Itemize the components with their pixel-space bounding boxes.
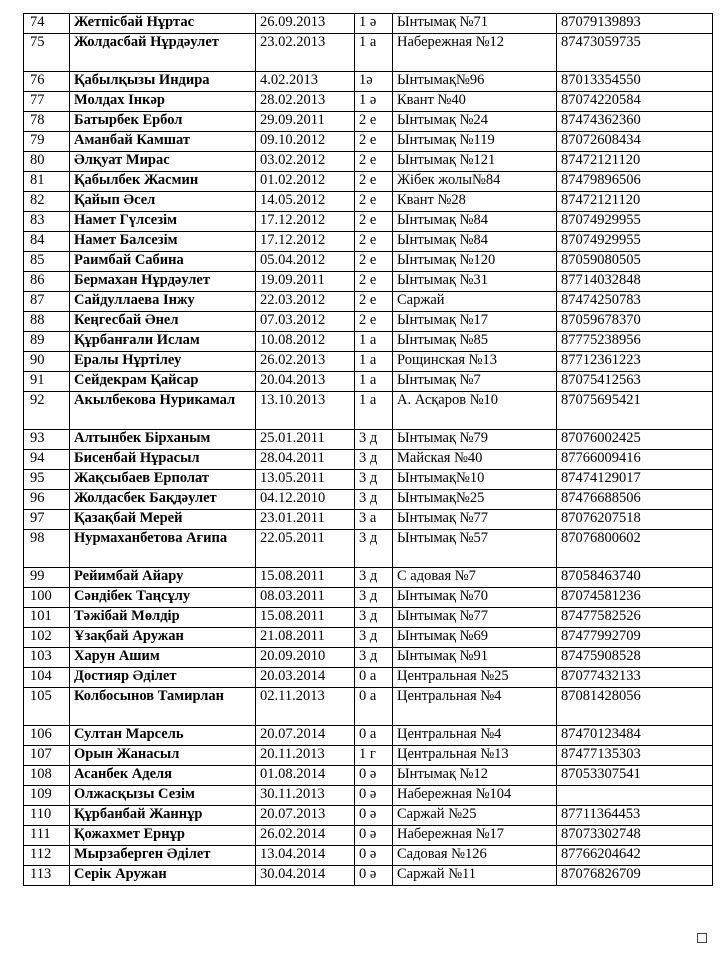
phone-cell: 87074929955 (557, 232, 713, 252)
student-name-cell: Жолдасбек Бақдәулет (70, 490, 256, 510)
row-number-cell: 95 (24, 470, 70, 490)
class-cell: 2 е (355, 252, 393, 272)
row-number-cell: 107 (24, 746, 70, 766)
address-cell: Ынтымақ №77 (393, 510, 557, 530)
table-row (24, 332, 713, 352)
phone-cell: 87072608434 (557, 132, 713, 152)
student-name-cell: Ералы Нұртілеу (70, 352, 256, 372)
phone-cell: 87076002425 (557, 430, 713, 450)
class-cell: 2 е (355, 312, 393, 332)
student-name-cell: Бисенбай Нұрасыл (70, 450, 256, 470)
address-cell: С адовая №7 (393, 568, 557, 588)
birth-date-cell: 20.07.2014 (256, 726, 355, 746)
birth-date-cell: 07.03.2012 (256, 312, 355, 332)
class-cell: 0 а (355, 688, 393, 726)
row-number-cell: 98 (24, 530, 70, 568)
birth-date-cell: 25.01.2011 (256, 430, 355, 450)
phone-cell: 87059080505 (557, 252, 713, 272)
birth-date-cell: 22.05.2011 (256, 530, 355, 568)
student-table (23, 13, 713, 886)
address-cell: Саржай №25 (393, 806, 557, 826)
row-number-cell: 90 (24, 352, 70, 372)
student-name-cell: Сайдуллаева Інжу (70, 292, 256, 312)
row-number-cell: 76 (24, 72, 70, 92)
student-name-cell: Нурмаханбетова Ағипа (70, 530, 256, 568)
address-cell: Центральная №4 (393, 688, 557, 726)
address-cell: Жібек жолы№84 (393, 172, 557, 192)
student-name-cell: Намет Гүлсезім (70, 212, 256, 232)
row-number-cell: 109 (24, 786, 70, 806)
birth-date-cell: 20.03.2014 (256, 668, 355, 688)
address-cell: Ынтымақ №77 (393, 608, 557, 628)
table-row (24, 34, 713, 72)
birth-date-cell: 14.05.2012 (256, 192, 355, 212)
class-cell: 0 а (355, 726, 393, 746)
student-name-cell: Қайып Әсел (70, 192, 256, 212)
class-cell: 1 а (355, 352, 393, 372)
birth-date-cell: 19.09.2011 (256, 272, 355, 292)
row-number-cell: 81 (24, 172, 70, 192)
table-row (24, 806, 713, 826)
table-resize-handle[interactable] (697, 933, 707, 943)
student-name-cell: Сәндібек Таңсұлу (70, 588, 256, 608)
birth-date-cell: 10.08.2012 (256, 332, 355, 352)
student-name-cell: Жолдасбай Нұрдәулет (70, 34, 256, 72)
phone-cell: 87076800602 (557, 530, 713, 568)
table-row (24, 72, 713, 92)
table-row (24, 568, 713, 588)
address-cell: Ынтымақ №69 (393, 628, 557, 648)
row-number-cell: 103 (24, 648, 70, 668)
phone-cell: 87477582526 (557, 608, 713, 628)
table-row (24, 292, 713, 312)
row-number-cell: 80 (24, 152, 70, 172)
table-row (24, 648, 713, 668)
table-row (24, 450, 713, 470)
class-cell: 2 е (355, 112, 393, 132)
phone-cell: 87074220584 (557, 92, 713, 112)
table-row (24, 272, 713, 292)
birth-date-cell: 09.10.2012 (256, 132, 355, 152)
row-number-cell: 82 (24, 192, 70, 212)
address-cell: Ынтымақ №79 (393, 430, 557, 450)
phone-cell: 87076207518 (557, 510, 713, 530)
birth-date-cell: 03.02.2012 (256, 152, 355, 172)
birth-date-cell: 30.11.2013 (256, 786, 355, 806)
row-number-cell: 104 (24, 668, 70, 688)
birth-date-cell: 29.09.2011 (256, 112, 355, 132)
class-cell: 0 ә (355, 866, 393, 886)
class-cell: 2 е (355, 152, 393, 172)
student-name-cell: Орын Жанасыл (70, 746, 256, 766)
birth-date-cell: 26.02.2014 (256, 826, 355, 846)
address-cell: Ынтымақ №57 (393, 530, 557, 568)
address-cell: Ынтымақ№25 (393, 490, 557, 510)
phone-cell: 87714032848 (557, 272, 713, 292)
address-cell: Квант №40 (393, 92, 557, 112)
table-row (24, 132, 713, 152)
student-name-cell: Султан Марсель (70, 726, 256, 746)
row-number-cell: 110 (24, 806, 70, 826)
table-row (24, 608, 713, 628)
birth-date-cell: 08.03.2011 (256, 588, 355, 608)
student-name-cell: Қабылбек Жасмин (70, 172, 256, 192)
phone-cell: 87073302748 (557, 826, 713, 846)
table-row (24, 766, 713, 786)
row-number-cell: 91 (24, 372, 70, 392)
phone-cell: 87477992709 (557, 628, 713, 648)
phone-cell: 87058463740 (557, 568, 713, 588)
address-cell: Ынтымақ №31 (393, 272, 557, 292)
address-cell: Центральная №13 (393, 746, 557, 766)
birth-date-cell: 01.08.2014 (256, 766, 355, 786)
birth-date-cell: 26.02.2013 (256, 352, 355, 372)
row-number-cell: 75 (24, 34, 70, 72)
table-row (24, 726, 713, 746)
class-cell: 0 ә (355, 846, 393, 866)
student-name-cell: Батырбек Ербол (70, 112, 256, 132)
class-cell: 2 е (355, 292, 393, 312)
class-cell: 1 а (355, 392, 393, 430)
address-cell: Ынтымақ №91 (393, 648, 557, 668)
table-row (24, 490, 713, 510)
row-number-cell: 100 (24, 588, 70, 608)
class-cell: 1 г (355, 746, 393, 766)
student-name-cell: Құрбанғали Ислам (70, 332, 256, 352)
table-row (24, 746, 713, 766)
row-number-cell: 111 (24, 826, 70, 846)
class-cell: 3 д (355, 648, 393, 668)
class-cell: 3 д (355, 530, 393, 568)
row-number-cell: 108 (24, 766, 70, 786)
row-number-cell: 79 (24, 132, 70, 152)
student-name-cell: Бермахан Нұрдәулет (70, 272, 256, 292)
student-name-cell: Аманбай Камшат (70, 132, 256, 152)
student-name-cell: Мырзаберген Әділет (70, 846, 256, 866)
table-row (24, 312, 713, 332)
student-name-cell: Жетпісбай Нұртас (70, 14, 256, 34)
address-cell: Ынтымақ №71 (393, 14, 557, 34)
birth-date-cell: 20.09.2010 (256, 648, 355, 668)
row-number-cell: 89 (24, 332, 70, 352)
class-cell: 1 а (355, 332, 393, 352)
class-cell: 3 д (355, 628, 393, 648)
row-number-cell: 113 (24, 866, 70, 886)
student-name-cell: Серік Аружан (70, 866, 256, 886)
address-cell: Квант №28 (393, 192, 557, 212)
birth-date-cell: 20.11.2013 (256, 746, 355, 766)
class-cell: 1 а (355, 34, 393, 72)
class-cell: 0 ә (355, 826, 393, 846)
student-name-cell: Тәжібай Мөлдір (70, 608, 256, 628)
row-number-cell: 74 (24, 14, 70, 34)
birth-date-cell: 13.04.2014 (256, 846, 355, 866)
student-name-cell: Жақсыбаев Ерполат (70, 470, 256, 490)
table-body (24, 14, 713, 886)
phone-cell: 87712361223 (557, 352, 713, 372)
address-cell: Ынтымақ №24 (393, 112, 557, 132)
phone-cell: 87473059735 (557, 34, 713, 72)
student-name-cell: Акылбекова Нурикамал (70, 392, 256, 430)
student-name-cell: Харун Ашим (70, 648, 256, 668)
address-cell: Ынтымақ №70 (393, 588, 557, 608)
birth-date-cell: 13.05.2011 (256, 470, 355, 490)
row-number-cell: 97 (24, 510, 70, 530)
class-cell: 2 е (355, 132, 393, 152)
row-number-cell: 77 (24, 92, 70, 112)
table-row (24, 232, 713, 252)
phone-cell: 87711364453 (557, 806, 713, 826)
student-name-cell: Қожахмет Ернұр (70, 826, 256, 846)
class-cell: 2 е (355, 172, 393, 192)
class-cell: 1ә (355, 72, 393, 92)
phone-cell: 87077432133 (557, 668, 713, 688)
table-row (24, 510, 713, 530)
row-number-cell: 86 (24, 272, 70, 292)
student-name-cell: Қазақбай Мерей (70, 510, 256, 530)
student-name-cell: Қабылқызы Индира (70, 72, 256, 92)
student-name-cell: Асанбек Аделя (70, 766, 256, 786)
table-row (24, 588, 713, 608)
phone-cell: 87474250783 (557, 292, 713, 312)
address-cell: Центральная №25 (393, 668, 557, 688)
birth-date-cell: 17.12.2012 (256, 232, 355, 252)
phone-cell: 87081428056 (557, 688, 713, 726)
phone-cell: 87472121120 (557, 152, 713, 172)
address-cell: Ынтымақ №121 (393, 152, 557, 172)
row-number-cell: 84 (24, 232, 70, 252)
row-number-cell: 105 (24, 688, 70, 726)
birth-date-cell: 23.02.2013 (256, 34, 355, 72)
student-name-cell: Әлқуат Мирас (70, 152, 256, 172)
phone-cell: 87766009416 (557, 450, 713, 470)
row-number-cell: 112 (24, 846, 70, 866)
student-name-cell: Кеңгесбай Әнел (70, 312, 256, 332)
birth-date-cell: 28.02.2013 (256, 92, 355, 112)
table-row (24, 392, 713, 430)
student-name-cell: Раимбай Сабина (70, 252, 256, 272)
phone-cell: 87053307541 (557, 766, 713, 786)
table-row (24, 470, 713, 490)
student-name-cell: Ұзақбай Аружан (70, 628, 256, 648)
class-cell: 1 ә (355, 14, 393, 34)
class-cell: 0 ә (355, 806, 393, 826)
class-cell: 3 д (355, 470, 393, 490)
table-row (24, 628, 713, 648)
table-row (24, 172, 713, 192)
table-row (24, 92, 713, 112)
address-cell: Майская №40 (393, 450, 557, 470)
address-cell: А. Асқаров №10 (393, 392, 557, 430)
student-name-cell: Намет Балсезім (70, 232, 256, 252)
birth-date-cell: 15.08.2011 (256, 568, 355, 588)
student-name-cell: Сейдекрам Қайсар (70, 372, 256, 392)
phone-cell: 87476688506 (557, 490, 713, 510)
row-number-cell: 92 (24, 392, 70, 430)
student-name-cell: Достияр Әділет (70, 668, 256, 688)
address-cell: Ынтымақ №7 (393, 372, 557, 392)
student-name-cell: Рейимбай Айару (70, 568, 256, 588)
student-name-cell: Олжасқызы Сезім (70, 786, 256, 806)
birth-date-cell: 13.10.2013 (256, 392, 355, 430)
row-number-cell: 78 (24, 112, 70, 132)
phone-cell: 87079139893 (557, 14, 713, 34)
address-cell: Ынтымақ №119 (393, 132, 557, 152)
phone-cell: 87075412563 (557, 372, 713, 392)
class-cell: 3 д (355, 608, 393, 628)
birth-date-cell: 22.03.2012 (256, 292, 355, 312)
birth-date-cell: 21.08.2011 (256, 628, 355, 648)
row-number-cell: 87 (24, 292, 70, 312)
phone-cell: 87074929955 (557, 212, 713, 232)
address-cell: Ынтымақ №120 (393, 252, 557, 272)
phone-cell (557, 786, 713, 806)
address-cell: Набережная №12 (393, 34, 557, 72)
address-cell: Набережная №104 (393, 786, 557, 806)
class-cell: 1 ә (355, 92, 393, 112)
address-cell: Саржай №11 (393, 866, 557, 886)
birth-date-cell: 20.07.2013 (256, 806, 355, 826)
row-number-cell: 94 (24, 450, 70, 470)
row-number-cell: 93 (24, 430, 70, 450)
class-cell: 2 е (355, 272, 393, 292)
class-cell: 1 а (355, 372, 393, 392)
phone-cell: 87474362360 (557, 112, 713, 132)
address-cell: Ынтымақ №84 (393, 212, 557, 232)
student-name-cell: Молдах Інкәр (70, 92, 256, 112)
table-row (24, 372, 713, 392)
phone-cell: 87475908528 (557, 648, 713, 668)
birth-date-cell: 15.08.2011 (256, 608, 355, 628)
birth-date-cell: 01.02.2012 (256, 172, 355, 192)
row-number-cell: 102 (24, 628, 70, 648)
phone-cell: 87013354550 (557, 72, 713, 92)
table-row (24, 192, 713, 212)
birth-date-cell: 4.02.2013 (256, 72, 355, 92)
address-cell: Саржай (393, 292, 557, 312)
table-row (24, 530, 713, 568)
row-number-cell: 83 (24, 212, 70, 232)
class-cell: 0 ә (355, 766, 393, 786)
birth-date-cell: 02.11.2013 (256, 688, 355, 726)
table-row (24, 826, 713, 846)
address-cell: Ынтымақ №84 (393, 232, 557, 252)
address-cell: Ынтымақ№96 (393, 72, 557, 92)
phone-cell: 87074581236 (557, 588, 713, 608)
class-cell: 2 е (355, 192, 393, 212)
class-cell: 3 д (355, 430, 393, 450)
phone-cell: 87075695421 (557, 392, 713, 430)
table-row (24, 668, 713, 688)
class-cell: 2 е (355, 212, 393, 232)
birth-date-cell: 17.12.2012 (256, 212, 355, 232)
table-row (24, 212, 713, 232)
address-cell: Ынтымақ №12 (393, 766, 557, 786)
phone-cell: 87766204642 (557, 846, 713, 866)
table-row (24, 846, 713, 866)
row-number-cell: 101 (24, 608, 70, 628)
address-cell: Центральная №4 (393, 726, 557, 746)
row-number-cell: 106 (24, 726, 70, 746)
class-cell: 3 а (355, 510, 393, 530)
class-cell: 0 ә (355, 786, 393, 806)
phone-cell: 87775238956 (557, 332, 713, 352)
address-cell: Ынтымақ №85 (393, 332, 557, 352)
class-cell: 3 д (355, 490, 393, 510)
table-row (24, 688, 713, 726)
address-cell: Рощинская №13 (393, 352, 557, 372)
class-cell: 2 е (355, 232, 393, 252)
phone-cell: 87477135303 (557, 746, 713, 766)
student-name-cell: Алтынбек Бірханым (70, 430, 256, 450)
class-cell: 0 а (355, 668, 393, 688)
birth-date-cell: 26.09.2013 (256, 14, 355, 34)
row-number-cell: 88 (24, 312, 70, 332)
class-cell: 3 д (355, 568, 393, 588)
student-name-cell: Колбосынов Тамирлан (70, 688, 256, 726)
table-row (24, 152, 713, 172)
birth-date-cell: 23.01.2011 (256, 510, 355, 530)
class-cell: 3 д (355, 588, 393, 608)
table-row (24, 786, 713, 806)
student-name-cell: Құрбанбай Жаннұр (70, 806, 256, 826)
birth-date-cell: 28.04.2011 (256, 450, 355, 470)
phone-cell: 87470123484 (557, 726, 713, 746)
phone-cell: 87479896506 (557, 172, 713, 192)
birth-date-cell: 05.04.2012 (256, 252, 355, 272)
row-number-cell: 99 (24, 568, 70, 588)
table-row (24, 352, 713, 372)
table-row (24, 14, 713, 34)
address-cell: Садовая №126 (393, 846, 557, 866)
birth-date-cell: 30.04.2014 (256, 866, 355, 886)
birth-date-cell: 04.12.2010 (256, 490, 355, 510)
row-number-cell: 96 (24, 490, 70, 510)
phone-cell: 87474129017 (557, 470, 713, 490)
row-number-cell: 85 (24, 252, 70, 272)
table-row (24, 866, 713, 886)
address-cell: Ынтымақ№10 (393, 470, 557, 490)
table-row (24, 252, 713, 272)
class-cell: 3 д (355, 450, 393, 470)
phone-cell: 87076826709 (557, 866, 713, 886)
phone-cell: 87059678370 (557, 312, 713, 332)
table-row (24, 430, 713, 450)
birth-date-cell: 20.04.2013 (256, 372, 355, 392)
address-cell: Ынтымақ №17 (393, 312, 557, 332)
phone-cell: 87472121120 (557, 192, 713, 212)
address-cell: Набережная №17 (393, 826, 557, 846)
table-row (24, 112, 713, 132)
